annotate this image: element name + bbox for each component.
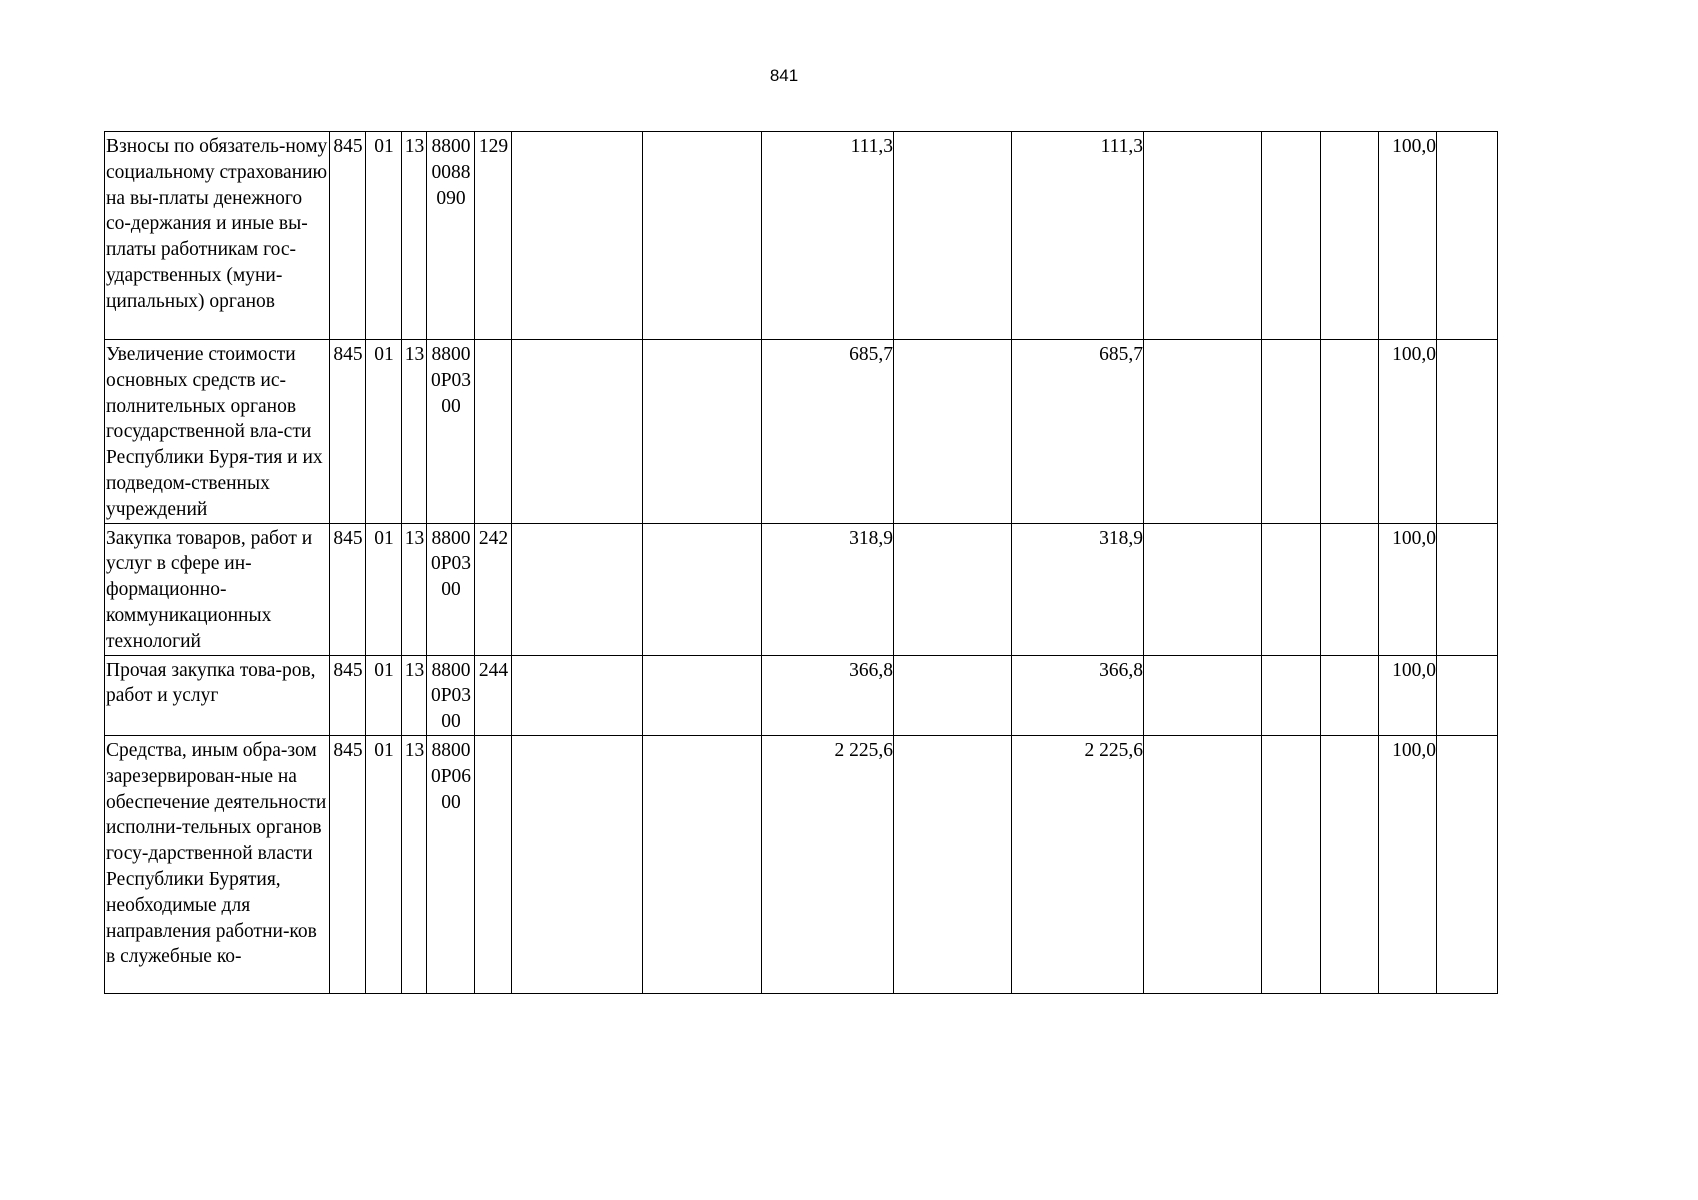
empty-cell xyxy=(512,132,643,340)
row-subsection: 13 xyxy=(402,132,427,340)
empty-cell xyxy=(512,340,643,524)
row-percent: 100,0 xyxy=(1379,340,1437,524)
row-expense-type: 129 xyxy=(475,132,512,340)
empty-cell xyxy=(512,655,643,735)
row-description: Закупка товаров, работ и услуг в сфере ин-формационно-коммуникационных технологий xyxy=(105,523,330,655)
page-number: 841 xyxy=(769,66,799,85)
empty-cell xyxy=(894,523,1012,655)
row-description: Средства, иным обра-зом зарезервирован-ные на обеспечение деятельности исполни-тельных органов госу-дарственной власти Республики Бурятия, необходимые для направления работни-ков в служебные ко- xyxy=(105,735,330,993)
row-fact-amount: 685,7 xyxy=(1012,340,1144,524)
empty-cell xyxy=(643,735,762,993)
row-subsection: 13 xyxy=(402,340,427,524)
empty-cell xyxy=(643,655,762,735)
empty-cell xyxy=(894,132,1012,340)
empty-cell xyxy=(1144,132,1262,340)
row-expense-type: 244 xyxy=(475,655,512,735)
row-expense-type xyxy=(475,340,512,524)
empty-cell xyxy=(894,735,1012,993)
empty-cell xyxy=(1262,655,1321,735)
row-grbs: 845 xyxy=(330,655,366,735)
empty-cell xyxy=(643,340,762,524)
row-section: 01 xyxy=(366,523,402,655)
table-row xyxy=(105,132,1498,340)
table-row xyxy=(105,340,1498,524)
row-section: 01 xyxy=(366,735,402,993)
row-subsection: 13 xyxy=(402,735,427,993)
row-fact-amount: 2 225,6 xyxy=(1012,735,1144,993)
empty-cell xyxy=(894,655,1012,735)
table-row xyxy=(105,735,1498,993)
row-plan-amount: 318,9 xyxy=(762,523,894,655)
row-target-article: 88000P0300 xyxy=(427,340,475,524)
row-plan-amount: 366,8 xyxy=(762,655,894,735)
empty-cell xyxy=(1144,655,1262,735)
empty-cell xyxy=(1437,735,1498,993)
row-grbs: 845 xyxy=(330,340,366,524)
row-description: Взносы по обязатель-ному социальному страхованию на вы-платы денежного со-держания и иные вы-платы работникам гос-ударственных (муни-ципальных) органов xyxy=(105,132,330,340)
budget-table xyxy=(104,131,1498,994)
row-section: 01 xyxy=(366,340,402,524)
empty-cell xyxy=(643,523,762,655)
row-grbs: 845 xyxy=(330,523,366,655)
empty-cell xyxy=(1262,523,1321,655)
row-expense-type xyxy=(475,735,512,993)
row-description: Увеличение стоимости основных средств ис-полнительных органов государственной вла-сти Республики Буря-тия и их подведом-ственных учреждений xyxy=(105,340,330,524)
empty-cell xyxy=(1437,132,1498,340)
row-grbs: 845 xyxy=(330,735,366,993)
row-percent: 100,0 xyxy=(1379,523,1437,655)
row-target-article: 88000088090 xyxy=(427,132,475,340)
empty-cell xyxy=(1321,523,1379,655)
row-section: 01 xyxy=(366,132,402,340)
empty-cell xyxy=(1262,132,1321,340)
empty-cell xyxy=(512,735,643,993)
row-fact-amount: 366,8 xyxy=(1012,655,1144,735)
row-fact-amount: 111,3 xyxy=(1012,132,1144,340)
empty-cell xyxy=(1262,735,1321,993)
empty-cell xyxy=(1144,523,1262,655)
table-row xyxy=(105,655,1498,735)
empty-cell xyxy=(1321,340,1379,524)
empty-cell xyxy=(1262,340,1321,524)
row-target-article: 88000P0300 xyxy=(427,523,475,655)
row-plan-amount: 111,3 xyxy=(762,132,894,340)
empty-cell xyxy=(512,523,643,655)
row-plan-amount: 2 225,6 xyxy=(762,735,894,993)
row-expense-type: 242 xyxy=(475,523,512,655)
row-grbs: 845 xyxy=(330,132,366,340)
empty-cell xyxy=(1321,735,1379,993)
row-plan-amount: 685,7 xyxy=(762,340,894,524)
row-percent: 100,0 xyxy=(1379,655,1437,735)
row-subsection: 13 xyxy=(402,523,427,655)
empty-cell xyxy=(1437,340,1498,524)
empty-cell xyxy=(1321,655,1379,735)
empty-cell xyxy=(1144,735,1262,993)
row-section: 01 xyxy=(366,655,402,735)
row-target-article: 88000P0300 xyxy=(427,655,475,735)
empty-cell xyxy=(1144,340,1262,524)
empty-cell xyxy=(894,340,1012,524)
empty-cell xyxy=(1437,523,1498,655)
row-fact-amount: 318,9 xyxy=(1012,523,1144,655)
table-row xyxy=(105,523,1498,655)
row-percent: 100,0 xyxy=(1379,132,1437,340)
row-percent: 100,0 xyxy=(1379,735,1437,993)
row-subsection: 13 xyxy=(402,655,427,735)
empty-cell xyxy=(1437,655,1498,735)
empty-cell xyxy=(1321,132,1379,340)
empty-cell xyxy=(643,132,762,340)
row-description: Прочая закупка това-ров, работ и услуг xyxy=(105,655,330,735)
row-target-article: 88000P0600 xyxy=(427,735,475,993)
